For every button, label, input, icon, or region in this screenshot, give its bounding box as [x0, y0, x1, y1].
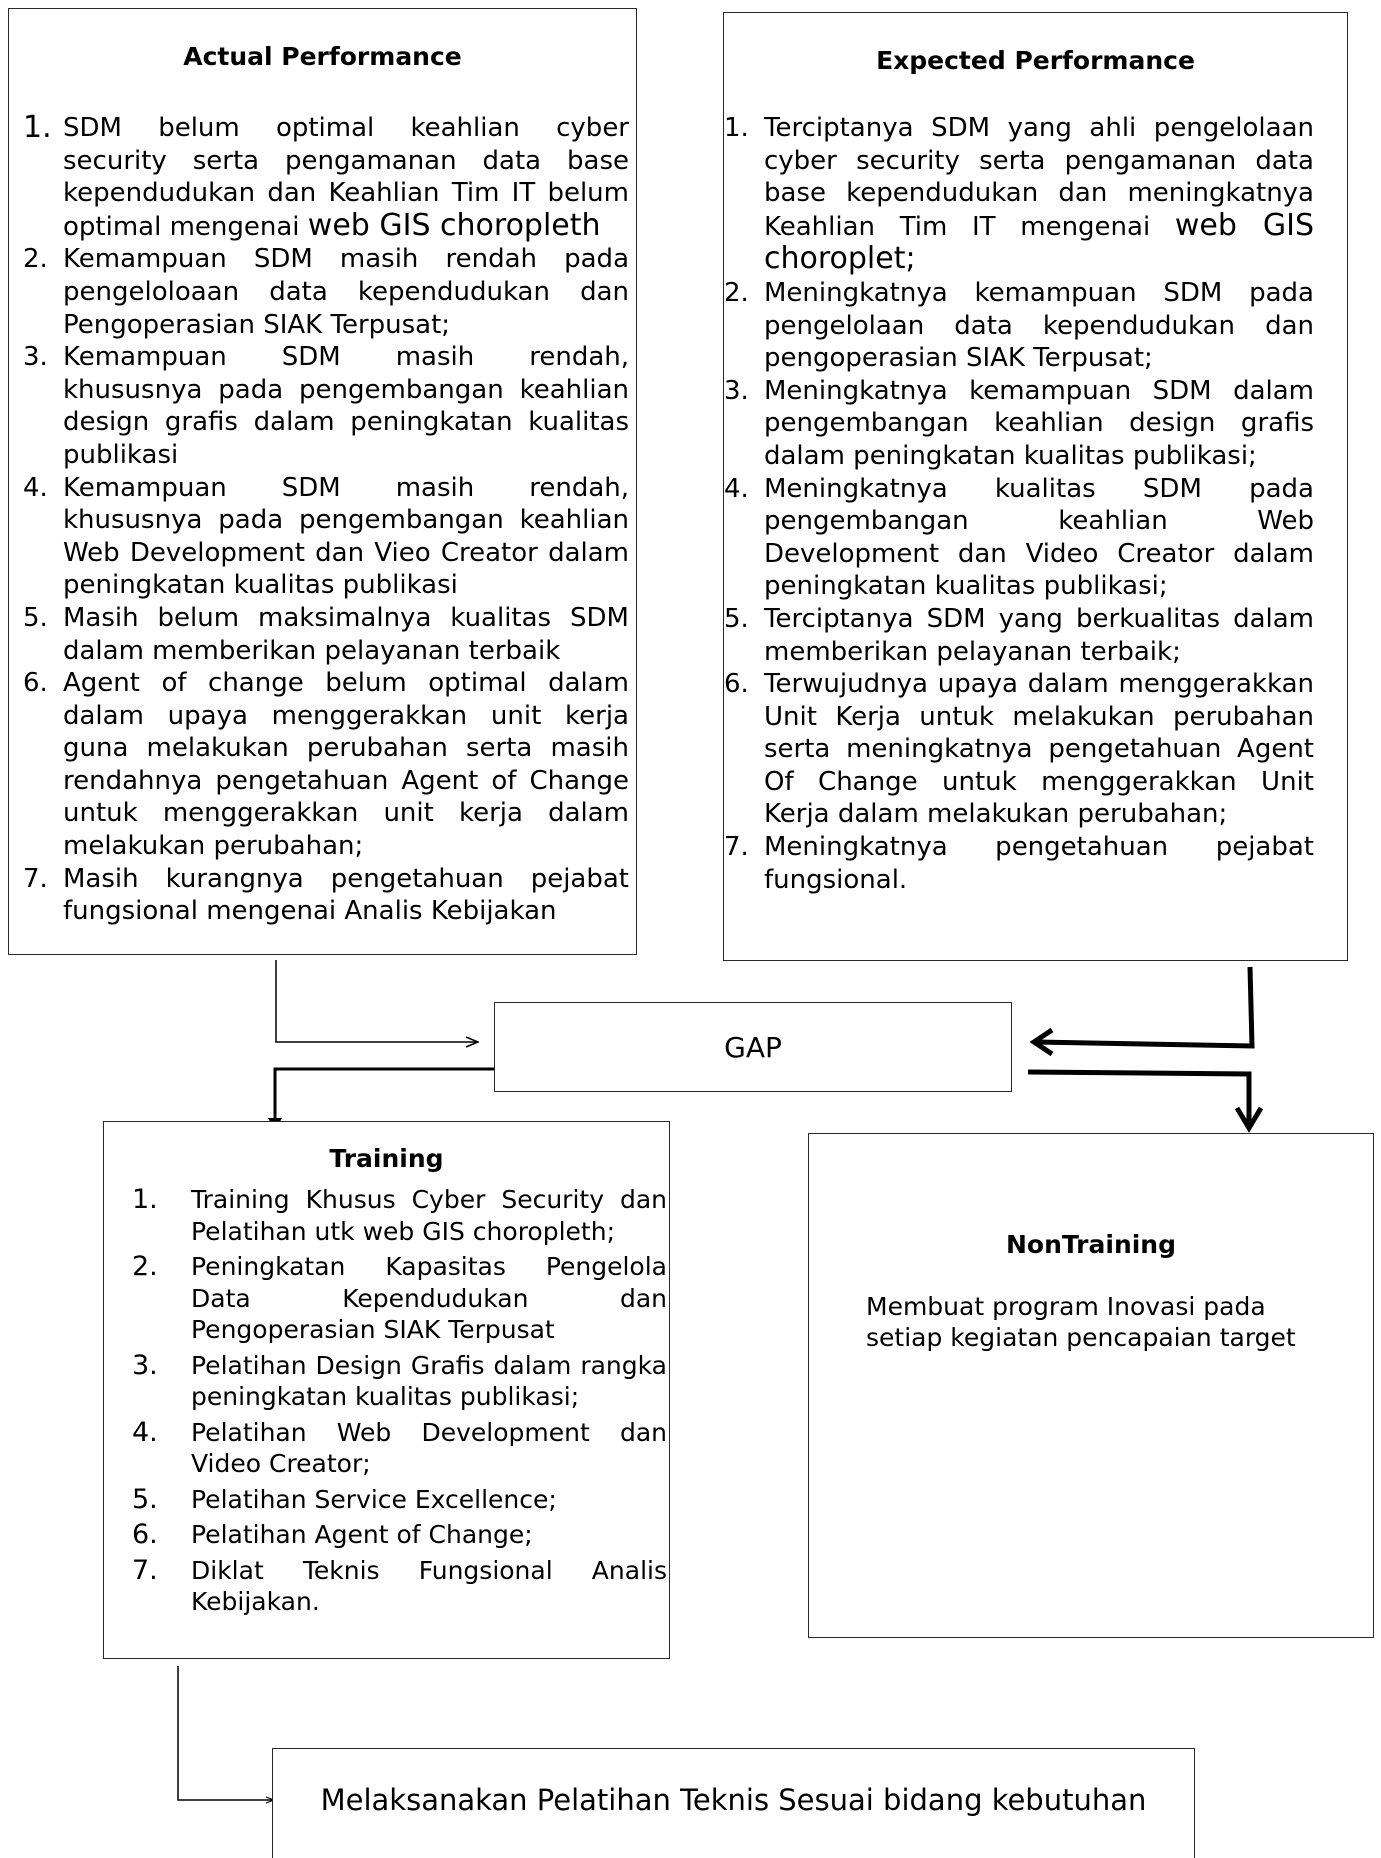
training-item-7 [104, 1555, 667, 1618]
item-number: 4. [132, 1416, 158, 1448]
actual-item-3 [23, 341, 629, 471]
item-number: 2. [132, 1251, 158, 1282]
arrow-expected-to-gap [1036, 967, 1252, 1046]
item-text: Training Khusus Cyber Security dan Pelatihan utk web GIS choropleth; [191, 1185, 667, 1246]
expected-performance-box [723, 12, 1348, 961]
item-text: Masih belum maksimalnya kualitas SDM dalam memberikan pelayanan terbaik [63, 602, 629, 666]
item-number: 1. [23, 110, 52, 145]
item-text-emphasis: web GIS choroplet; [764, 207, 1315, 277]
gap-label: GAP [724, 1030, 782, 1064]
training-item-2 [104, 1251, 667, 1346]
item-text: Pelatihan Agent of Change; [191, 1520, 533, 1549]
outcome-label: Melaksanakan Pelatihan Teknis Sesuai bidang kebutuhan [320, 1783, 1147, 1817]
item-text: Diklat Teknis Fungsional Analis Kebijakan. [191, 1555, 667, 1616]
actual-performance-box [8, 8, 637, 955]
item-number: 3. [23, 342, 48, 373]
item-text: Pelatihan Web Development dan Video Creator; [191, 1417, 667, 1478]
item-number: 7. [724, 832, 749, 863]
item-number: 4. [23, 472, 48, 503]
nontraining-title: NonTraining [1005, 1230, 1177, 1259]
item-text: Agent of change belum optimal dalam dalam upaya menggerakkan unit kerja guna melakukan perubahan serta masih rendahnya pengetahuan Agent of Change untuk menggerakkan unit kerja dalam melakukan perubahan; [63, 668, 629, 862]
arrow-gap-to-nontraining [1028, 1072, 1249, 1126]
item-text: Kemampuan SDM masih rendah pada pengeloloaan data kependudukan dan Pengoperasian SIAK Terpusat; [63, 244, 629, 340]
item-number: 5. [132, 1483, 158, 1515]
expected-item-6 [724, 668, 1314, 831]
training-box [103, 1121, 670, 1659]
training-title: Training [329, 1144, 444, 1173]
item-number: 3. [724, 375, 749, 406]
training-item-5 [104, 1484, 667, 1516]
arrow-gap-to-training [275, 1069, 498, 1125]
training-item-1 [104, 1184, 667, 1247]
item-number: 5. [724, 603, 749, 634]
item-text: Meningkatnya pengetahuan pejabat fungsional. [764, 832, 1314, 895]
actual-item-1 [23, 112, 629, 243]
training-item-3 [104, 1350, 667, 1413]
item-text: Pelatihan Design Grafis dalam rangka peningkatan kualitas publikasi; [191, 1350, 667, 1411]
actual-item-7 [23, 863, 629, 928]
training-item-6 [104, 1519, 667, 1551]
item-number: 7. [23, 863, 48, 894]
item-number: 6. [724, 669, 749, 700]
outcome-box [272, 1748, 1195, 1858]
item-number: 2. [724, 277, 749, 308]
expected-item-4 [724, 473, 1314, 603]
item-number: 6. [23, 668, 48, 699]
item-text: SDM belum optimal keahlian cyber security serta pengamanan data base kependudukan dan Keahlian Tim IT belum optimal mengenai [63, 113, 629, 242]
gap-box [494, 1002, 1012, 1092]
item-text: Terwujudnya upaya dalam menggerakkan Unit Kerja untuk melakukan perubahan serta meningkatnya pengetahuan Agent Of Change untuk menggerakkan Unit Kerja dalam melakukan perubahan; [764, 669, 1314, 830]
item-text: Kemampuan SDM masih rendah, khususnya pada pengembangan keahlian design grafis dalam peningkatan kualitas publikasi [63, 342, 629, 470]
actual-item-2 [23, 243, 629, 341]
training-item-4 [104, 1417, 667, 1480]
expected-performance-list [724, 112, 1314, 896]
actual-item-5 [23, 602, 629, 667]
item-number: 6. [132, 1519, 158, 1550]
arrow-training-to-outcome [178, 1666, 274, 1800]
actual-performance-title: Actual Performance [183, 42, 462, 71]
item-text: Pelatihan Service Excellence; [191, 1484, 557, 1514]
item-number: 4. [724, 473, 749, 504]
item-text: Peningkatan Kapasitas Pengelola Data Kependudukan dan Pengoperasian SIAK Terpusat [191, 1252, 667, 1344]
item-number: 2. [23, 244, 48, 275]
training-list [104, 1180, 667, 1618]
item-number: 5. [23, 602, 48, 633]
item-number: 1. [724, 113, 749, 143]
item-text-emphasis: web GIS choropleth [307, 207, 601, 243]
expected-item-3 [724, 375, 1314, 473]
item-text: Kemampuan SDM masih rendah, khususnya pada pengembangan keahlian Web Development dan Vieo Creator dalam peningkatan kualitas publikasi [63, 472, 629, 601]
expected-item-1 [724, 112, 1314, 277]
expected-item-2 [724, 277, 1314, 375]
item-text: Meningkatnya kualitas SDM pada pengembangan keahlian Web Development dan Video Creator dalam peningkatan kualitas publikasi; [764, 473, 1314, 602]
item-text: Meningkatnya kemampuan SDM pada pengelolaan data kependudukan dan pengoperasian SIAK Terpusat; [764, 277, 1314, 374]
item-text: Terciptanya SDM yang ahli pengelolaan cyber security serta pengamanan data base kependudukan dan meningkatnya Keahlian Tim IT mengenai [764, 113, 1314, 242]
arrow-actual-to-gap [276, 960, 478, 1042]
expected-item-5 [724, 603, 1314, 668]
actual-item-6 [23, 667, 629, 863]
item-text: Masih kurangnya pengetahuan pejabat fungsional mengenai Analis Kebijakan [63, 863, 629, 927]
item-number: 1. [132, 1184, 158, 1215]
item-text: Terciptanya SDM yang berkualitas dalam memberikan pelayanan terbaik; [764, 603, 1314, 667]
item-number: 3. [132, 1349, 158, 1381]
item-number: 7. [132, 1554, 158, 1586]
actual-performance-list [23, 112, 629, 928]
item-text: Meningkatnya kemampuan SDM dalam pengembangan keahlian design grafis dalam peningkatan kualitas publikasi; [764, 375, 1314, 471]
expected-item-7 [724, 831, 1314, 896]
nontraining-text: Membuat program Inovasi pada setiap kegiatan pencapaian target [866, 1292, 1296, 1352]
nontraining-box [808, 1133, 1374, 1638]
expected-performance-title: Expected Performance [876, 46, 1195, 75]
actual-item-4 [23, 472, 629, 602]
